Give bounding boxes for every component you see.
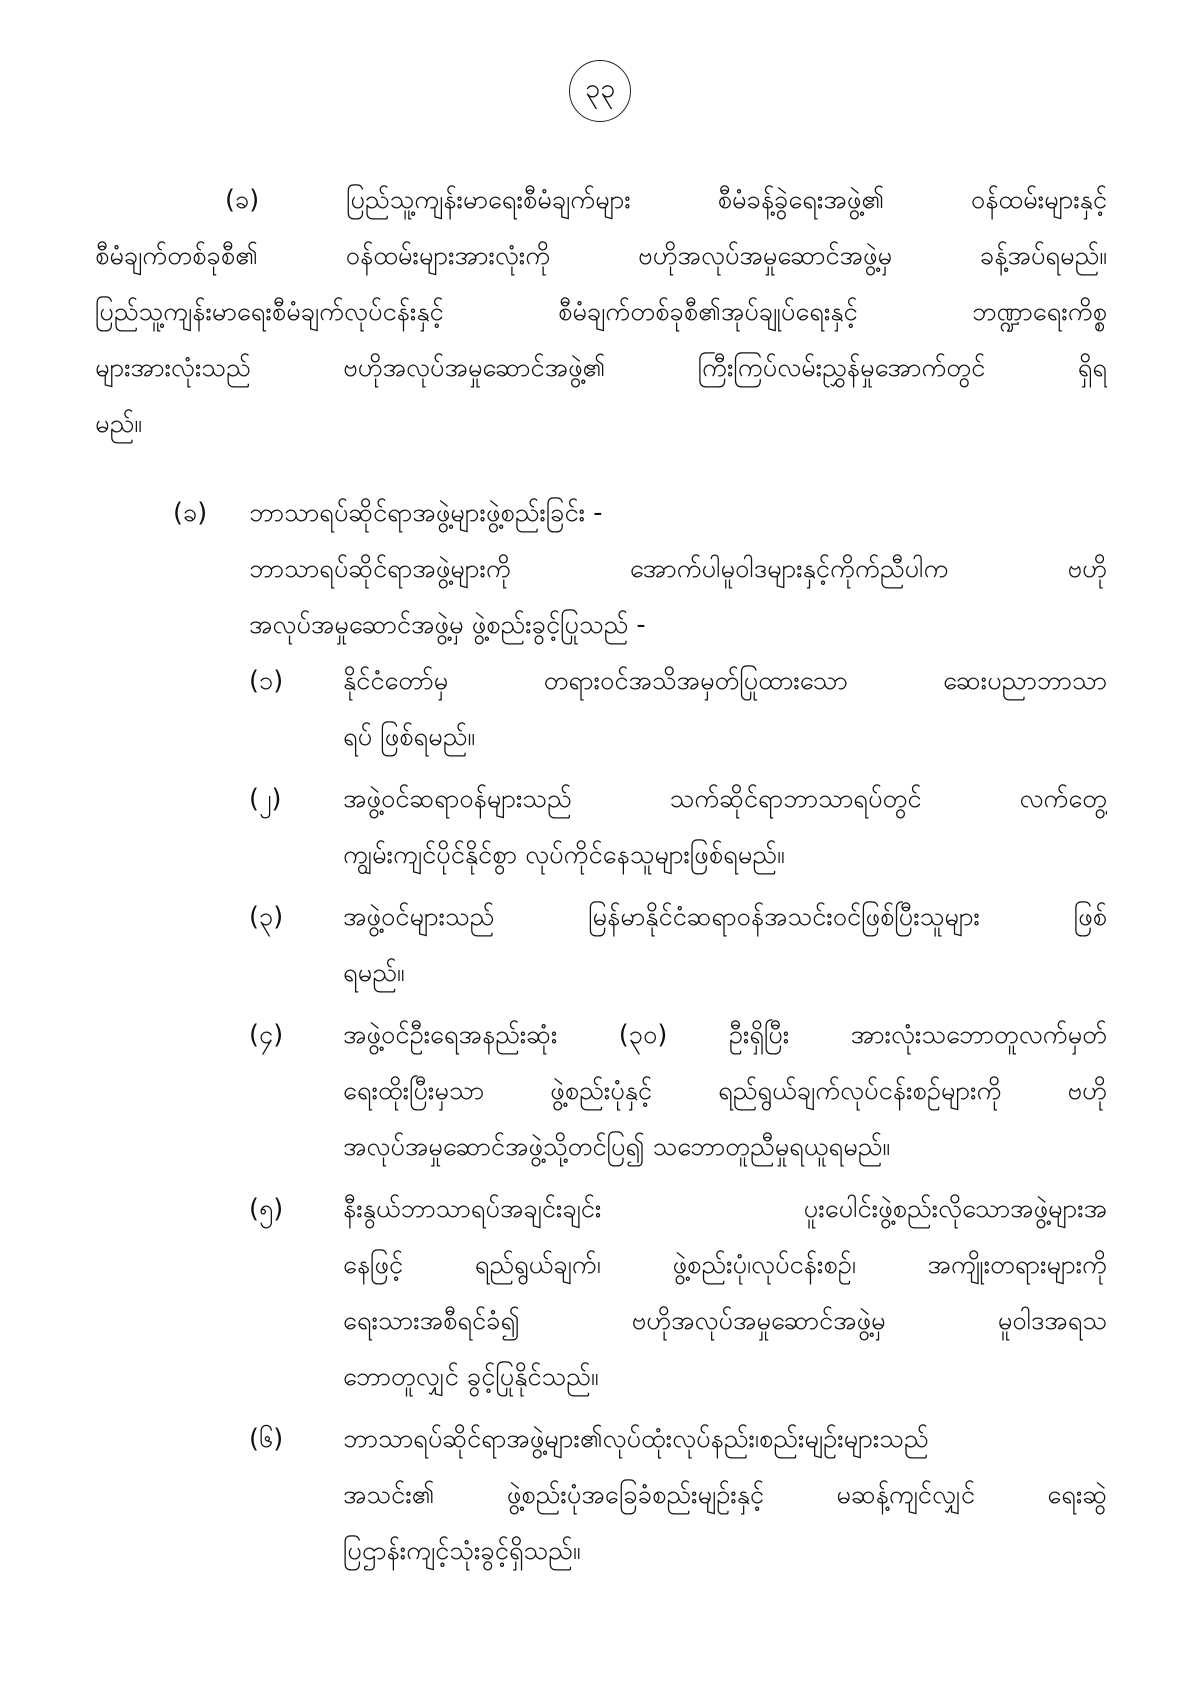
list-item [95, 1007, 1107, 1175]
page-number-badge [569, 60, 631, 122]
list-item-number: (၄) [249, 1020, 284, 1050]
list-item-number: (၆) [249, 1424, 284, 1454]
list-item-number: (၃) [249, 902, 284, 932]
list-item-number: (၅) [249, 1194, 284, 1224]
list-item-line: နီးနွယ်ဘာသာရပ်အချင်းချင်း ပူးပေါင်းဖွဲ့စည်းလိုသောအဖွဲ့များအ [343, 1194, 1107, 1224]
paragraph-line: များအားလုံးသည် ဗဟိုအလုပ်အမှုဆောင်အဖွဲ့၏ ကြီးကြပ်လမ်းညွှန်မှုအောက်တွင် ရှိရ [95, 353, 1107, 383]
list-item-line: ပြဌာန်းကျင့်သုံးခွင့်ရှိသည်။ [343, 1536, 581, 1566]
paragraph-line: စီမံချက်တစ်ခုစီ၏ ဝန်ထမ်းများအားလုံးကို ဗဟိုအလုပ်အမှုဆောင်အဖွဲ့မှ ခန့်အပ်ရမည်။ [95, 241, 1107, 271]
list-item-line: နေဖြင့် ရည်ရွယ်ချက်၊ ဖွဲ့စည်းပုံ၊လုပ်ငန်းစဉ်၊ အကျိုးတရားများကို [343, 1250, 1107, 1280]
list-item-line: ကျွမ်းကျင်ပိုင်နိုင်စွာ လုပ်ကိုင်နေသူများဖြစ်ရမည်။ [343, 840, 785, 870]
section-items [95, 653, 1107, 1579]
intro-paragraph [95, 172, 1107, 452]
section-intro-line: ဘာသာရပ်ဆိုင်ရာအဖွဲ့များကို အောက်ပါမူဝါဒများနှင့်ကိုက်ညီပါက ဗဟို [249, 554, 1107, 584]
list-item-line: နိုင်ငံတော်မှ တရားဝင်အသိအမှတ်ပြုထားသော ဆေးပညာဘာသာ [343, 666, 1107, 696]
section-kha [95, 485, 1107, 1585]
list-item [95, 889, 1107, 1001]
paragraph-line: ပြည်သူ့ကျန်းမာရေးစီမံချက်လုပ်ငန်းနှင့် စီမံချက်တစ်ခုစီ၏အုပ်ချုပ်ရေးနှင့် ဘဏ္ဍာရေးကိစ္စ [95, 297, 1107, 327]
section-heading [95, 485, 1107, 541]
section-title: ဘာသာရပ်ဆိုင်ရာအဖွဲ့များဖွဲ့စည်းခြင်း - [249, 498, 603, 528]
list-item-line: ရေးသားအစီရင်ခံ၍ ဗဟိုအလုပ်အမှုဆောင်အဖွဲ့မှ မူဝါဒအရသ [343, 1306, 1107, 1336]
list-item-line: အလုပ်အမှုဆောင်အဖွဲ့သို့တင်ပြ၍ သဘောတူညီမှုရယူရမည်။ [343, 1132, 891, 1162]
list-item-number: (၂) [249, 784, 282, 814]
list-item-line: ရေးထိုးပြီးမှသာ ဖွဲ့စည်းပုံနှင့် ရည်ရွယ်ချက်လုပ်ငန်းစဉ်များကို ဗဟို [343, 1076, 1107, 1106]
list-item [95, 1181, 1107, 1405]
list-item [95, 1411, 1107, 1579]
list-item-line: ဘောတူလျှင် ခွင့်ပြုနိုင်သည်။ [343, 1362, 599, 1392]
list-item-line: ရမည်။ [343, 958, 405, 988]
list-item [95, 771, 1107, 883]
list-item-number: (၁) [249, 666, 284, 696]
section-label: (ခ) [173, 498, 208, 528]
list-item [95, 653, 1107, 765]
paragraph-line: မည်။ [95, 409, 142, 439]
list-item-line: အဖွဲ့ဝင်ဦးရေအနည်းဆုံး (၃၀) ဦးရှိပြီး အားလုံးသဘောတူလက်မှတ် [343, 1020, 1107, 1050]
list-item-line: အသင်း၏ ဖွဲ့စည်းပုံအခြေခံစည်းမျဉ်းနှင့် မဆန့်ကျင်လျှင် ရေးဆွဲ [343, 1480, 1107, 1510]
page-number: ၃၃ [584, 73, 616, 104]
list-item-line: ရပ် ဖြစ်ရမည်။ [343, 722, 476, 752]
section-intro [249, 541, 1107, 653]
list-item-line: ဘာသာရပ်ဆိုင်ရာအဖွဲ့များ၏လုပ်ထုံးလုပ်နည်း၊စည်းမျဉ်းများသည် [343, 1424, 929, 1454]
list-item-line: အဖွဲ့ဝင်ဆရာဝန်များသည် သက်ဆိုင်ရာဘာသာရပ်တွင် လက်တွေ့ [343, 784, 1107, 814]
paragraph-line: (ခ) ပြည်သူ့ကျန်းမာရေးစီမံချက်များ စီမံခန့်ခွဲရေးအဖွဲ့၏ ဝန်ထမ်းများနှင့် [225, 185, 1107, 215]
list-item-line: အဖွဲ့ဝင်များသည် မြန်မာနိုင်ငံဆရာဝန်အသင်းဝင်ဖြစ်ပြီးသူများ ဖြစ် [343, 902, 1107, 932]
section-intro-line: အလုပ်အမှုဆောင်အဖွဲ့မှ ဖွဲ့စည်းခွင့်ပြုသည် - [249, 610, 646, 640]
